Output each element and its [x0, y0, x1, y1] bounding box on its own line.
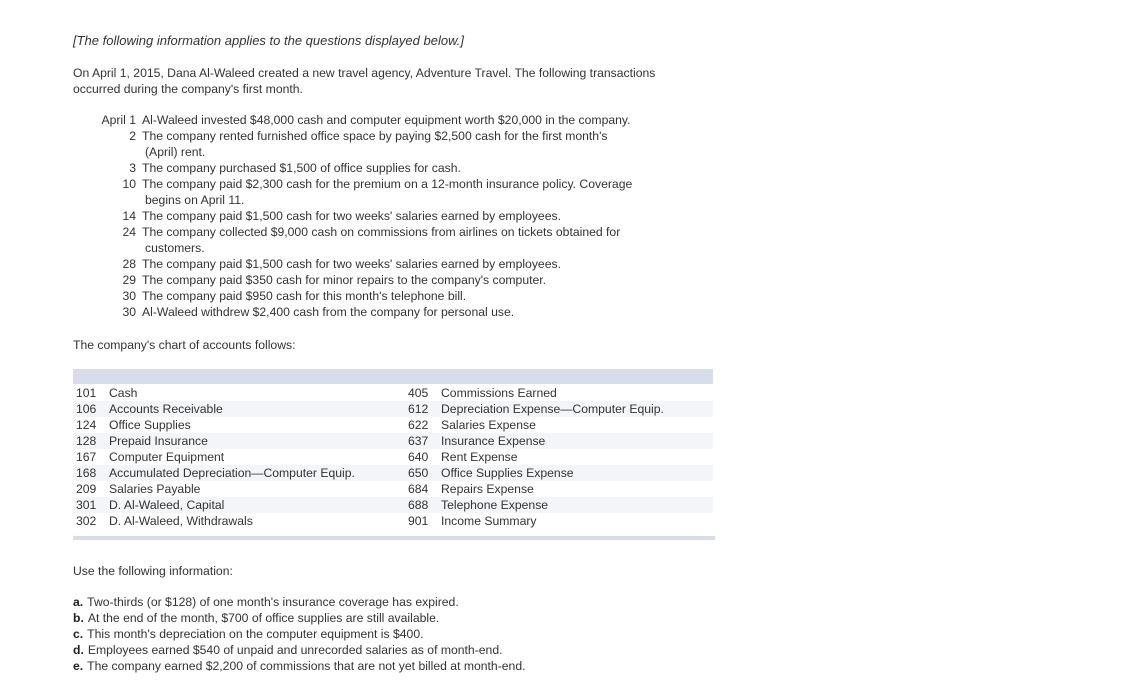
account-number: 167: [76, 450, 97, 464]
account-name: Income Summary: [441, 514, 537, 528]
transaction-date: 10: [122, 177, 136, 191]
account-name: Depreciation Expense—Computer Equip.: [441, 402, 664, 416]
transaction-text: begins on April 11.: [145, 193, 245, 207]
account-row: [73, 497, 713, 513]
account-name: Office Supplies: [109, 418, 191, 432]
account-name: Salaries Payable: [109, 482, 201, 496]
chart-of-accounts: [0, 385, 1123, 535]
intro-note: [The following information applies to the questions displayed below.]: [73, 33, 464, 48]
adjustment-item: [73, 643, 503, 657]
account-name: Accounts Receivable: [109, 402, 223, 416]
account-number: 901: [408, 514, 429, 528]
account-number: 684: [408, 482, 429, 496]
account-name: Rent Expense: [441, 450, 518, 464]
transaction-text: The company paid $1,500 cash for two weeks' salaries earned by employees.: [142, 209, 561, 223]
account-row: [73, 433, 713, 449]
transaction-date: 14: [122, 209, 136, 223]
info-intro: Use the following information:: [73, 564, 233, 578]
account-name: Prepaid Insurance: [109, 434, 208, 448]
account-name: Salaries Expense: [441, 418, 536, 432]
adjustment-item: [73, 611, 439, 625]
adjustment-text: Employees earned $540 of unpaid and unrecorded salaries as of month-end.: [87, 643, 503, 657]
account-row: [73, 513, 713, 529]
transaction-date: 3: [129, 161, 136, 175]
account-number: 637: [408, 434, 429, 448]
scenario-line-1: On April 1, 2015, Dana Al-Waleed created a new travel agency, Adventure Travel. The following transactions: [73, 66, 656, 80]
chart-of-accounts-header: [73, 369, 713, 384]
account-name: Accumulated Depreciation—Computer Equip.: [109, 466, 355, 480]
account-number: 209: [76, 482, 97, 496]
adjustment-item: [73, 659, 526, 673]
account-number: 688: [408, 498, 429, 512]
adjustment-item: [73, 595, 459, 609]
adjustment-text: At the end of the month, $700 of office supplies are still available.: [87, 611, 440, 625]
transaction-text: The company paid $2,300 cash for the premium on a 12-month insurance policy. Coverage: [142, 177, 633, 191]
transaction-text: Al-Waleed invested $48,000 cash and computer equipment worth $20,000 in the company.: [142, 113, 631, 127]
account-number: 101: [76, 386, 97, 400]
transaction-date: 30: [122, 289, 136, 303]
transaction-date: 29: [122, 273, 136, 287]
transaction-text: The company collected $9,000 cash on commissions from airlines on tickets obtained for: [142, 225, 621, 239]
scenario-line-2: occurred during the company's first month.: [73, 82, 303, 96]
transaction-text: (April) rent.: [145, 145, 206, 159]
adjustment-text: Two-thirds (or $128) of one month's insurance coverage has expired.: [87, 595, 459, 609]
transaction-date: April 1: [101, 113, 136, 127]
transaction-date: 2: [129, 129, 136, 143]
adjustment-letter: a.: [73, 595, 84, 609]
account-number: 650: [408, 466, 429, 480]
transaction-text: The company purchased $1,500 of office supplies for cash.: [142, 161, 461, 175]
transaction-text: customers.: [145, 241, 205, 255]
transaction-text: The company paid $350 cash for minor repairs to the company's computer.: [142, 273, 547, 287]
account-name: D. Al-Waleed, Withdrawals: [109, 514, 253, 528]
account-number: 128: [76, 434, 97, 448]
adjustment-letter: c.: [73, 627, 84, 641]
adjustment-letter: d.: [73, 643, 84, 657]
account-number: 622: [408, 418, 429, 432]
transaction-text: Al-Waleed withdrew $2,400 cash from the company for personal use.: [142, 305, 515, 319]
account-name: Insurance Expense: [441, 434, 546, 448]
adjustment-letter: e.: [73, 659, 84, 673]
chart-of-accounts-footer: [73, 536, 715, 540]
transaction-text: The company paid $950 cash for this month's telephone bill.: [142, 289, 467, 303]
account-number: 302: [76, 514, 97, 528]
account-row: [73, 481, 713, 497]
account-number: 106: [76, 402, 97, 416]
transaction-date: 28: [122, 257, 136, 271]
chart-intro: The company's chart of accounts follows:: [73, 338, 296, 352]
account-row: [73, 449, 713, 465]
transaction-date: 24: [122, 225, 136, 239]
account-name: Cash: [109, 386, 138, 400]
transaction-text: The company rented furnished office space by paying $2,500 cash for the first month's: [142, 129, 608, 143]
account-name: Commissions Earned: [441, 386, 557, 400]
adjustment-info-list: [0, 595, 1123, 675]
account-row: [73, 465, 713, 481]
transaction-text: The company paid $1,500 cash for two weeks' salaries earned by employees.: [142, 257, 561, 271]
transaction-list: [0, 113, 1123, 323]
account-number: 124: [76, 418, 97, 432]
account-number: 301: [76, 498, 97, 512]
account-row: [73, 401, 713, 417]
transaction-date: 30: [122, 305, 136, 319]
account-row: [73, 385, 713, 401]
account-name: Office Supplies Expense: [441, 466, 574, 480]
account-name: Repairs Expense: [441, 482, 534, 496]
adjustment-text: The company earned $2,200 of commissions that are not yet billed at month-end.: [87, 659, 526, 673]
account-number: 168: [76, 466, 97, 480]
account-name: D. Al-Waleed, Capital: [109, 498, 225, 512]
adjustment-item: [73, 627, 424, 641]
adjustment-text: This month's depreciation on the computer equipment is $400.: [87, 627, 424, 641]
account-row: [73, 417, 713, 433]
account-number: 612: [408, 402, 429, 416]
account-number: 640: [408, 450, 429, 464]
account-name: Computer Equipment: [109, 450, 225, 464]
account-name: Telephone Expense: [441, 498, 549, 512]
adjustment-letter: b.: [73, 611, 84, 625]
account-number: 405: [408, 386, 429, 400]
